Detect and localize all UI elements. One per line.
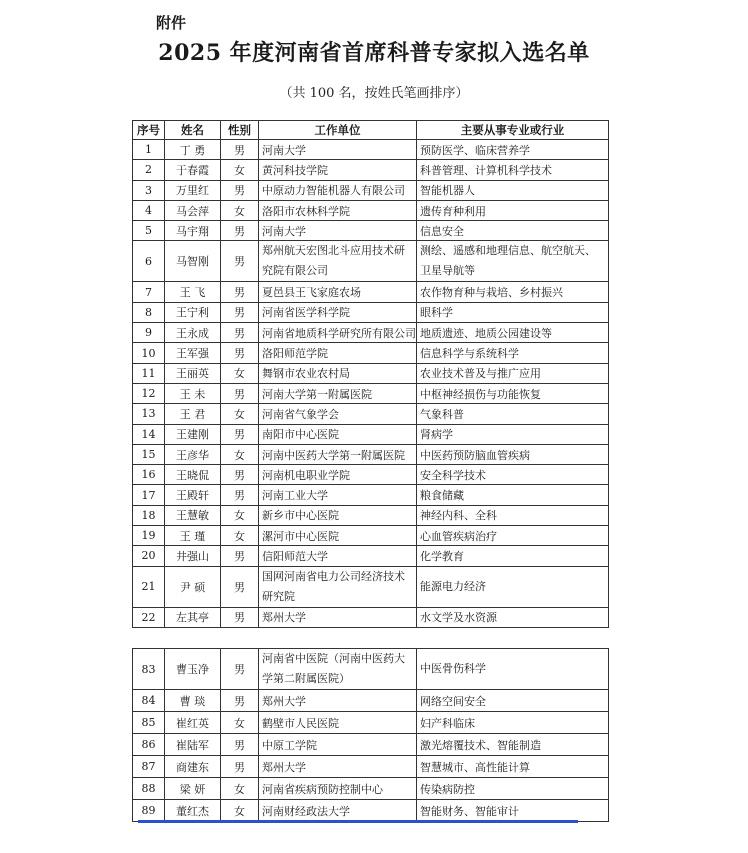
row-name: 王 飞 bbox=[165, 282, 221, 302]
row-work-unit: 河南机电职业学院 bbox=[259, 465, 417, 485]
row-field: 气象科普 bbox=[417, 404, 609, 424]
row-name: 梁 妍 bbox=[165, 778, 221, 800]
row-field: 中医骨伤科学 bbox=[417, 649, 609, 690]
table-row bbox=[133, 404, 609, 424]
row-field: 遗传育种利用 bbox=[417, 200, 609, 220]
row-number: 7 bbox=[133, 282, 165, 302]
row-number: 86 bbox=[133, 734, 165, 756]
document-title: 2025 年度河南省首席科普专家拟入选名单 bbox=[158, 40, 590, 66]
row-gender: 女 bbox=[221, 800, 259, 822]
row-gender: 男 bbox=[221, 383, 259, 403]
page-break-gap bbox=[0, 640, 748, 648]
row-gender: 男 bbox=[221, 221, 259, 241]
table-row bbox=[133, 505, 609, 525]
row-field: 化学教育 bbox=[417, 546, 609, 566]
row-number: 1 bbox=[133, 140, 165, 160]
table-row bbox=[133, 778, 609, 800]
row-field: 水文学及水资源 bbox=[417, 607, 609, 627]
row-field: 地质遗迹、地质公园建设等 bbox=[417, 323, 609, 343]
table-row bbox=[133, 323, 609, 343]
table-row bbox=[133, 444, 609, 464]
row-name: 王丽英 bbox=[165, 363, 221, 383]
row-field: 预防医学、临床营养学 bbox=[417, 140, 609, 160]
row-gender: 男 bbox=[221, 241, 259, 282]
row-number: 20 bbox=[133, 546, 165, 566]
row-work-unit: 河南省地质科学研究所有限公司 bbox=[259, 323, 417, 343]
row-field: 眼科学 bbox=[417, 302, 609, 322]
table-row bbox=[133, 690, 609, 712]
row-number: 2 bbox=[133, 160, 165, 180]
table-row bbox=[133, 302, 609, 322]
table-row bbox=[133, 221, 609, 241]
highlight-underline bbox=[138, 820, 578, 823]
row-number: 11 bbox=[133, 363, 165, 383]
table-row bbox=[133, 424, 609, 444]
table-row bbox=[133, 180, 609, 200]
row-gender: 女 bbox=[221, 505, 259, 525]
table-row bbox=[133, 712, 609, 734]
row-number: 18 bbox=[133, 505, 165, 525]
row-name: 王军强 bbox=[165, 343, 221, 363]
row-name: 董红杰 bbox=[165, 800, 221, 822]
row-field: 传染病防控 bbox=[417, 778, 609, 800]
row-gender: 男 bbox=[221, 140, 259, 160]
column-header-gender: 性别 bbox=[221, 121, 259, 140]
row-work-unit: 中原动力智能机器人有限公司 bbox=[259, 180, 417, 200]
row-work-unit: 河南省医学科学院 bbox=[259, 302, 417, 322]
row-work-unit: 夏邑县王飞家庭农场 bbox=[259, 282, 417, 302]
row-number: 4 bbox=[133, 200, 165, 220]
row-gender: 男 bbox=[221, 690, 259, 712]
table-row bbox=[133, 546, 609, 566]
row-number: 89 bbox=[133, 800, 165, 822]
row-number: 3 bbox=[133, 180, 165, 200]
row-field: 信息安全 bbox=[417, 221, 609, 241]
row-name: 尹 硕 bbox=[165, 566, 221, 607]
row-field: 测绘、遥感和地理信息、航空航天、卫星导航等 bbox=[417, 241, 609, 282]
row-number: 8 bbox=[133, 302, 165, 322]
table-row bbox=[133, 383, 609, 403]
row-work-unit: 郑州航天宏图北斗应用技术研究院有限公司 bbox=[259, 241, 417, 282]
row-work-unit: 河南财经政法大学 bbox=[259, 800, 417, 822]
row-work-unit: 郑州大学 bbox=[259, 756, 417, 778]
row-gender: 男 bbox=[221, 546, 259, 566]
row-gender: 男 bbox=[221, 649, 259, 690]
row-field: 能源电力经济 bbox=[417, 566, 609, 607]
row-gender: 女 bbox=[221, 444, 259, 464]
row-name: 丁 勇 bbox=[165, 140, 221, 160]
row-number: 83 bbox=[133, 649, 165, 690]
row-work-unit: 黄河科技学院 bbox=[259, 160, 417, 180]
table-row bbox=[133, 282, 609, 302]
row-number: 13 bbox=[133, 404, 165, 424]
attachment-label: 附件 bbox=[156, 14, 187, 32]
row-gender: 女 bbox=[221, 404, 259, 424]
row-number: 22 bbox=[133, 607, 165, 627]
column-header-no: 序号 bbox=[133, 121, 165, 140]
row-name: 崔陆军 bbox=[165, 734, 221, 756]
row-gender: 男 bbox=[221, 485, 259, 505]
row-number: 88 bbox=[133, 778, 165, 800]
row-name: 井强山 bbox=[165, 546, 221, 566]
row-field: 科普管理、计算机科学技术 bbox=[417, 160, 609, 180]
row-field: 粮食储藏 bbox=[417, 485, 609, 505]
row-name: 于春霞 bbox=[165, 160, 221, 180]
row-number: 85 bbox=[133, 712, 165, 734]
row-work-unit: 洛阳市农林科学院 bbox=[259, 200, 417, 220]
row-field: 网络空间安全 bbox=[417, 690, 609, 712]
row-gender: 女 bbox=[221, 200, 259, 220]
row-field: 神经内科、全科 bbox=[417, 505, 609, 525]
row-number: 21 bbox=[133, 566, 165, 607]
row-number: 16 bbox=[133, 465, 165, 485]
row-gender: 男 bbox=[221, 465, 259, 485]
table-row bbox=[133, 200, 609, 220]
row-field: 心血管疾病治疗 bbox=[417, 526, 609, 546]
row-number: 84 bbox=[133, 690, 165, 712]
row-gender: 女 bbox=[221, 778, 259, 800]
table-row bbox=[133, 465, 609, 485]
row-field: 激光熔覆技术、智能制造 bbox=[417, 734, 609, 756]
row-name: 万里红 bbox=[165, 180, 221, 200]
table-row bbox=[133, 734, 609, 756]
row-gender: 男 bbox=[221, 607, 259, 627]
document-subtitle: （共 100 名，按姓氏笔画排序） bbox=[279, 86, 469, 101]
row-name: 崔红英 bbox=[165, 712, 221, 734]
row-number: 87 bbox=[133, 756, 165, 778]
row-name: 王 瑾 bbox=[165, 526, 221, 546]
row-field: 农作物育种与栽培、乡村振兴 bbox=[417, 282, 609, 302]
row-gender: 男 bbox=[221, 302, 259, 322]
row-name: 曹 琰 bbox=[165, 690, 221, 712]
row-field: 智能机器人 bbox=[417, 180, 609, 200]
row-number: 15 bbox=[133, 444, 165, 464]
row-gender: 男 bbox=[221, 566, 259, 607]
table-row bbox=[133, 241, 609, 282]
row-field: 信息科学与系统科学 bbox=[417, 343, 609, 363]
table-row bbox=[133, 526, 609, 546]
row-number: 17 bbox=[133, 485, 165, 505]
row-work-unit: 郑州大学 bbox=[259, 690, 417, 712]
row-work-unit: 洛阳师范学院 bbox=[259, 343, 417, 363]
row-work-unit: 河南大学第一附属医院 bbox=[259, 383, 417, 403]
row-work-unit: 南阳市中心医院 bbox=[259, 424, 417, 444]
table-row bbox=[133, 363, 609, 383]
row-name: 曹玉净 bbox=[165, 649, 221, 690]
row-gender: 男 bbox=[221, 282, 259, 302]
row-work-unit: 新乡市中心医院 bbox=[259, 505, 417, 525]
table-row bbox=[133, 485, 609, 505]
row-name: 左其亭 bbox=[165, 607, 221, 627]
row-gender: 男 bbox=[221, 343, 259, 363]
row-field: 中医药预防脑血管疾病 bbox=[417, 444, 609, 464]
row-work-unit: 河南中医药大学第一附属医院 bbox=[259, 444, 417, 464]
table-header-row bbox=[133, 121, 609, 140]
row-gender: 男 bbox=[221, 180, 259, 200]
nominee-table-bottom bbox=[132, 648, 609, 822]
row-work-unit: 河南大学 bbox=[259, 140, 417, 160]
row-name: 王彦华 bbox=[165, 444, 221, 464]
row-gender: 女 bbox=[221, 526, 259, 546]
table-row bbox=[133, 160, 609, 180]
row-work-unit: 河南大学 bbox=[259, 221, 417, 241]
row-field: 安全科学技术 bbox=[417, 465, 609, 485]
row-work-unit: 郑州大学 bbox=[259, 607, 417, 627]
row-name: 王晓侃 bbox=[165, 465, 221, 485]
row-number: 14 bbox=[133, 424, 165, 444]
row-name: 马宇翔 bbox=[165, 221, 221, 241]
column-header-field: 主要从事专业或行业 bbox=[417, 121, 609, 140]
column-header-name: 姓名 bbox=[165, 121, 221, 140]
row-number: 19 bbox=[133, 526, 165, 546]
row-name: 马会萍 bbox=[165, 200, 221, 220]
row-work-unit: 舞钢市农业农村局 bbox=[259, 363, 417, 383]
nominee-table-top bbox=[132, 120, 609, 628]
row-name: 王建刚 bbox=[165, 424, 221, 444]
row-field: 中枢神经损伤与功能恢复 bbox=[417, 383, 609, 403]
row-name: 马智刚 bbox=[165, 241, 221, 282]
row-number: 5 bbox=[133, 221, 165, 241]
table-row bbox=[133, 649, 609, 690]
row-number: 9 bbox=[133, 323, 165, 343]
row-work-unit: 鹤壁市人民医院 bbox=[259, 712, 417, 734]
row-name: 王殿轩 bbox=[165, 485, 221, 505]
row-gender: 女 bbox=[221, 160, 259, 180]
column-header-unit: 工作单位 bbox=[259, 121, 417, 140]
table-row bbox=[133, 607, 609, 627]
row-name: 王慧敏 bbox=[165, 505, 221, 525]
row-work-unit: 信阳师范大学 bbox=[259, 546, 417, 566]
row-work-unit: 河南省气象学会 bbox=[259, 404, 417, 424]
row-work-unit: 河南省中医院（河南中医药大学第二附属医院） bbox=[259, 649, 417, 690]
table-row bbox=[133, 343, 609, 363]
row-name: 王 君 bbox=[165, 404, 221, 424]
row-name: 商建东 bbox=[165, 756, 221, 778]
row-gender: 男 bbox=[221, 323, 259, 343]
row-number: 6 bbox=[133, 241, 165, 282]
row-gender: 男 bbox=[221, 734, 259, 756]
row-gender: 女 bbox=[221, 712, 259, 734]
row-name: 王永成 bbox=[165, 323, 221, 343]
table-row bbox=[133, 566, 609, 607]
row-number: 12 bbox=[133, 383, 165, 403]
row-work-unit: 漯河市中心医院 bbox=[259, 526, 417, 546]
row-gender: 男 bbox=[221, 424, 259, 444]
row-number: 10 bbox=[133, 343, 165, 363]
row-field: 智能财务、智能审计 bbox=[417, 800, 609, 822]
row-work-unit: 中原工学院 bbox=[259, 734, 417, 756]
row-work-unit: 国网河南省电力公司经济技术研究院 bbox=[259, 566, 417, 607]
row-field: 智慧城市、高性能计算 bbox=[417, 756, 609, 778]
row-field: 肾病学 bbox=[417, 424, 609, 444]
row-field: 农业技术普及与推广应用 bbox=[417, 363, 609, 383]
table-row bbox=[133, 800, 609, 822]
table-row bbox=[133, 756, 609, 778]
row-gender: 男 bbox=[221, 756, 259, 778]
row-work-unit: 河南省疾病预防控制中心 bbox=[259, 778, 417, 800]
row-gender: 女 bbox=[221, 363, 259, 383]
row-work-unit: 河南工业大学 bbox=[259, 485, 417, 505]
table-row bbox=[133, 140, 609, 160]
row-name: 王 未 bbox=[165, 383, 221, 403]
row-name: 王宁利 bbox=[165, 302, 221, 322]
row-field: 妇产科临床 bbox=[417, 712, 609, 734]
